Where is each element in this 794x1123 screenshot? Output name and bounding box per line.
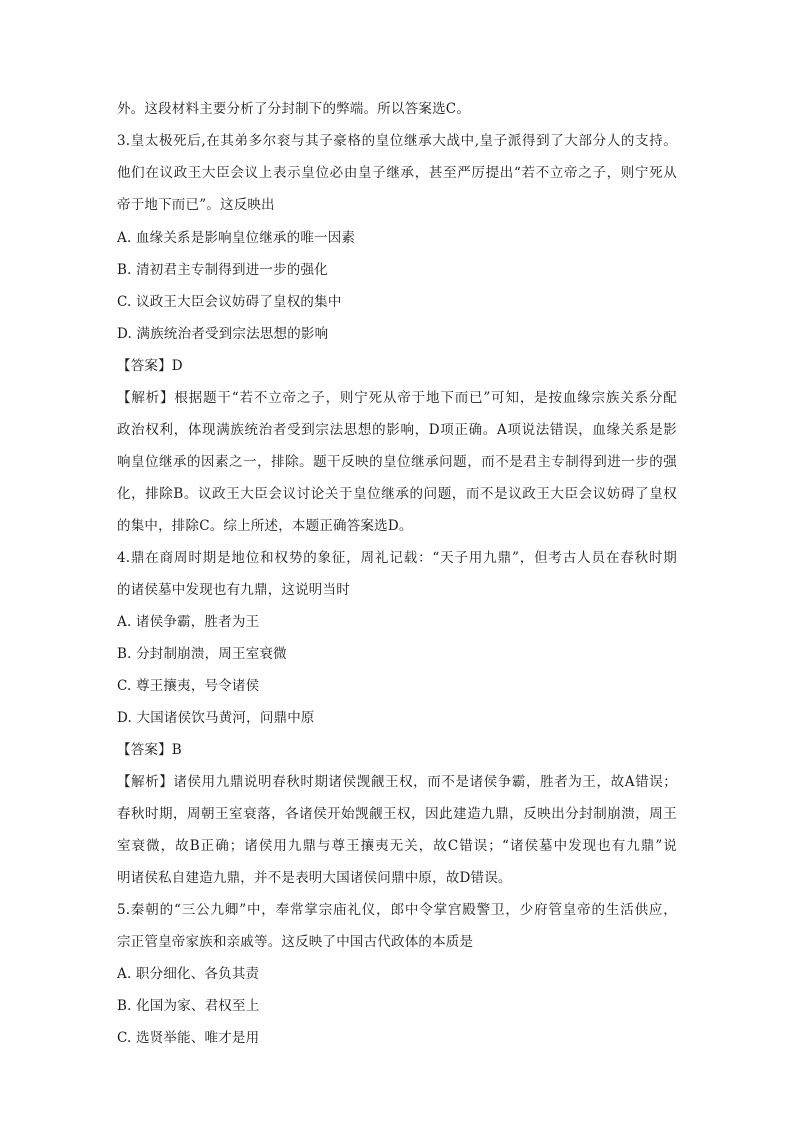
question-5-option-b: B. 化国为家、君权至上 [117,998,260,1014]
question-4-answer: 【答案】B [117,742,182,758]
question-4-stem: 4.鼎在商周时期是地位和权势的象征，周礼记载：“天子用九鼎”，但考古人员在春秋时期 [117,550,677,566]
question-3-option-b: B. 清初君主专制得到进一步的强化 [117,262,328,278]
question-5-option-a: A. 职分细化、各负其责 [117,966,260,982]
question-3-analysis: 化，排除B。议政王大臣会议讨论关于皇位继承的问题，而不是议政王大臣会议妨碍了皇权 [117,486,677,502]
question-3-stem: 3.皇太极死后,在其弟多尔衮与其子豪格的皇位继承大战中,皇子派得到了大部分人的支持。 [117,133,677,149]
question-3-option-a: A. 血缘关系是影响皇位继承的唯一因素 [117,230,356,246]
question-4-analysis: 明诸侯私自建造九鼎，并不是表明大国诸侯问鼎中原，故D错误。 [117,870,512,886]
question-4-option-d: D. 大国诸侯饮马黄河，问鼎中原 [117,710,315,726]
question-5-stem: 5.秦朝的“三公九卿”中，奉常掌宗庙礼仪，郎中令掌宫殿警卫，少府管皇帝的生活供应， [117,902,677,918]
question-4-option-b: B. 分封制崩溃，周王室衰微 [117,646,287,662]
question-3-stem: 帝于地下而已”。这反映出 [117,197,275,213]
text-line: 外。这段材料主要分析了分封制下的弊端。所以答案选C。 [117,101,471,117]
question-3-analysis: 响皇位继承的因素之一，排除。题干反映的皇位继承问题，而不是君主专制得到进一步的强 [117,454,677,470]
question-3-analysis: 【解析】根据题干“若不立帝之子，则宁死从帝于地下而已”可知，是按血缘宗族关系分配 [117,390,677,406]
question-3-answer: 【答案】D [117,358,183,374]
question-3-analysis: 的集中，排除C。综上所述，本题正确答案选D。 [117,518,413,534]
question-4-option-c: C. 尊王攘夷，号令诸侯 [117,678,260,694]
question-4-option-a: A. 诸侯争霸，胜者为王 [117,614,260,630]
question-4-analysis: 室衰微，故B正确；诸侯用九鼎与尊王攘夷无关，故C错误；“诸侯墓中发现也有九鼎”说 [117,838,677,854]
question-4-analysis: 【解析】诸侯用九鼎说明春秋时期诸侯觊觎王权，而不是诸侯争霸，胜者为王，故A错误； [117,774,677,790]
question-3-stem: 他们在议政王大臣会议上表示皇位必由皇子继承，甚至严厉提出“若不立帝之子，则宁死从 [117,165,677,181]
question-5-option-c: C. 选贤举能、唯才是用 [117,1030,260,1046]
question-4-analysis: 春秋时期，周朝王室衰落，各诸侯开始觊觎王权，因此建造九鼎，反映出分封制崩溃，周王 [117,806,677,822]
question-3-option-d: D. 满族统治者受到宗法思想的影响 [117,326,329,342]
question-5-stem: 宗正管皇帝家族和亲戚等。这反映了中国古代政体的本质是 [117,934,474,950]
question-3-option-c: C. 议政王大臣会议妨碍了皇权的集中 [117,294,342,310]
question-3-analysis: 政治权利，体现满族统治者受到宗法思想的影响，D项正确。A项说法错误，血缘关系是影 [117,422,677,438]
question-4-stem: 的诸侯墓中发现也有九鼎，这说明当时 [117,582,350,598]
